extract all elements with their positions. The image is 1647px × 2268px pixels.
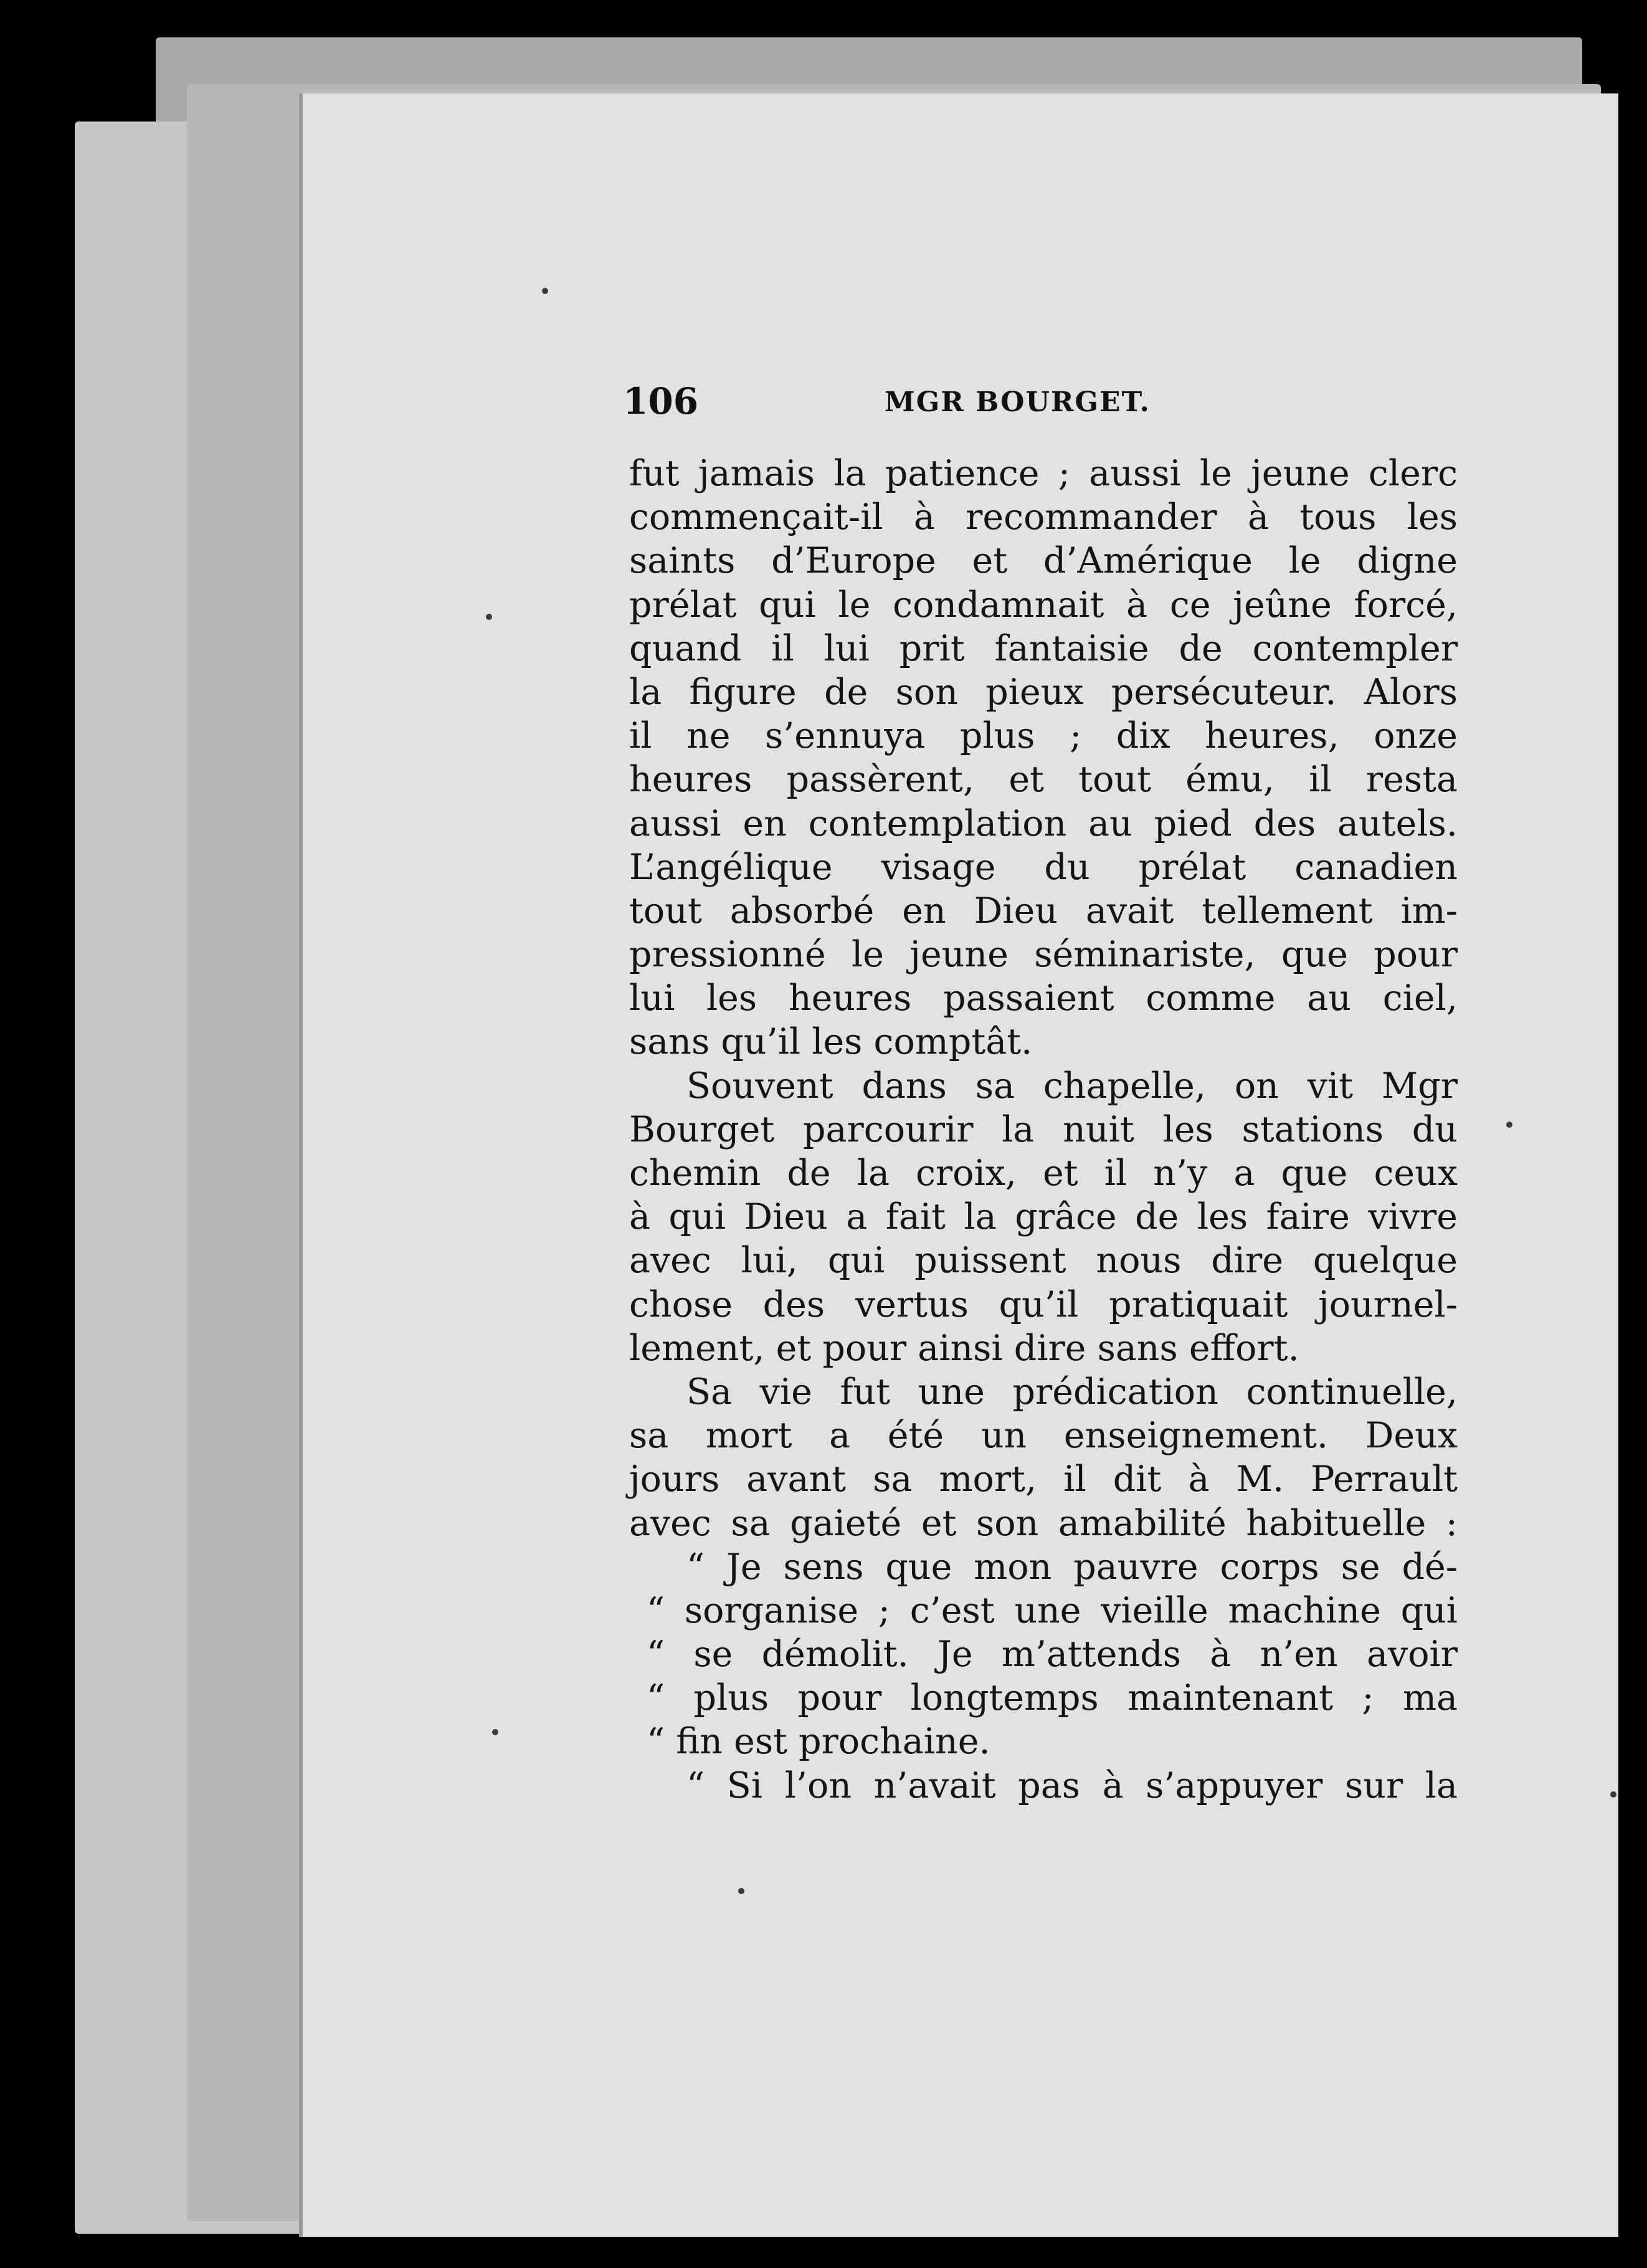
text-line: la figure de son pieux persécuteur. Alors <box>629 671 1458 713</box>
text-line: lui les heures passaient comme au ciel, <box>629 978 1458 1019</box>
text-line: sa mort a été un enseignement. Deux <box>629 1415 1458 1457</box>
body-text <box>629 452 1458 1808</box>
text-line: heures passèrent, et tout ému, il resta <box>629 759 1458 801</box>
text-line: “ Je sens que mon pauvre corps se dé- <box>686 1546 1458 1588</box>
paper-speck <box>1610 1791 1616 1798</box>
page-shadow-edge <box>1618 87 1647 2243</box>
page-header <box>623 380 1458 430</box>
paper-speck <box>1506 1122 1512 1128</box>
text-line: jours avant sa mort, il dit à M. Perrault <box>629 1459 1458 1500</box>
text-line: “ sorganise ; c’est une vieille machine qui <box>647 1589 1458 1631</box>
text-line: quand il lui prit fantaisie de contempler <box>629 627 1458 669</box>
text-line: il ne s’ennuya plus ; dix heures, onze <box>629 715 1458 757</box>
text-line: chose des vertus qu’il pratiquait journel- <box>629 1284 1458 1325</box>
text-line: aussi en contemplation au pied des autels. <box>629 803 1458 844</box>
text-line: “ se démolit. Je m’attends à n’en avoir <box>647 1634 1458 1675</box>
text-line: tout absorbé en Dieu avait tellement im- <box>629 890 1458 932</box>
paper-speck <box>492 1729 498 1735</box>
text-line: “ plus pour longtemps maintenant ; ma <box>647 1677 1458 1719</box>
text-line: chemin de la croix, et il n’y a que ceux <box>629 1153 1458 1194</box>
text-line: Souvent dans sa chapelle, on vit Mgr <box>686 1065 1458 1107</box>
text-line: à qui Dieu a fait la grâce de les faire vivre <box>629 1196 1458 1238</box>
text-line: pressionné le jeune séminariste, que pour <box>629 934 1458 976</box>
text-line: “ Si l’on n’avait pas à s’appuyer sur la <box>686 1765 1458 1806</box>
text-line: “ fin est prochaine. <box>647 1721 990 1763</box>
text-line: Sa vie fut une prédication continuelle, <box>686 1371 1458 1413</box>
text-line: saints d’Europe et d’Amérique le digne <box>629 540 1458 582</box>
text-line: lement, et pour ainsi dire sans effort. <box>629 1327 1299 1369</box>
paper-speck <box>542 288 548 294</box>
paper-speck <box>486 614 492 620</box>
text-line: fut jamais la patience ; aussi le jeune clerc <box>629 453 1458 494</box>
text-line: Bourget parcourir la nuit les stations du <box>629 1108 1458 1150</box>
text-line: sans qu’il les comptât. <box>629 1021 1033 1063</box>
text-line: prélat qui le condamnait à ce jeûne forcé, <box>629 584 1458 626</box>
text-line: avec sa gaieté et son amabilité habituelle : <box>629 1502 1458 1544</box>
page-number: 106 <box>623 380 699 422</box>
paper-speck <box>738 1888 744 1894</box>
running-head: MGR BOURGET. <box>885 386 1151 418</box>
text-line: L’angélique visage du prélat canadien <box>629 846 1458 888</box>
text-line: avec lui, qui puissent nous dire quelque <box>629 1240 1458 1282</box>
text-line: commençait-il à recommander à tous les <box>629 497 1458 538</box>
